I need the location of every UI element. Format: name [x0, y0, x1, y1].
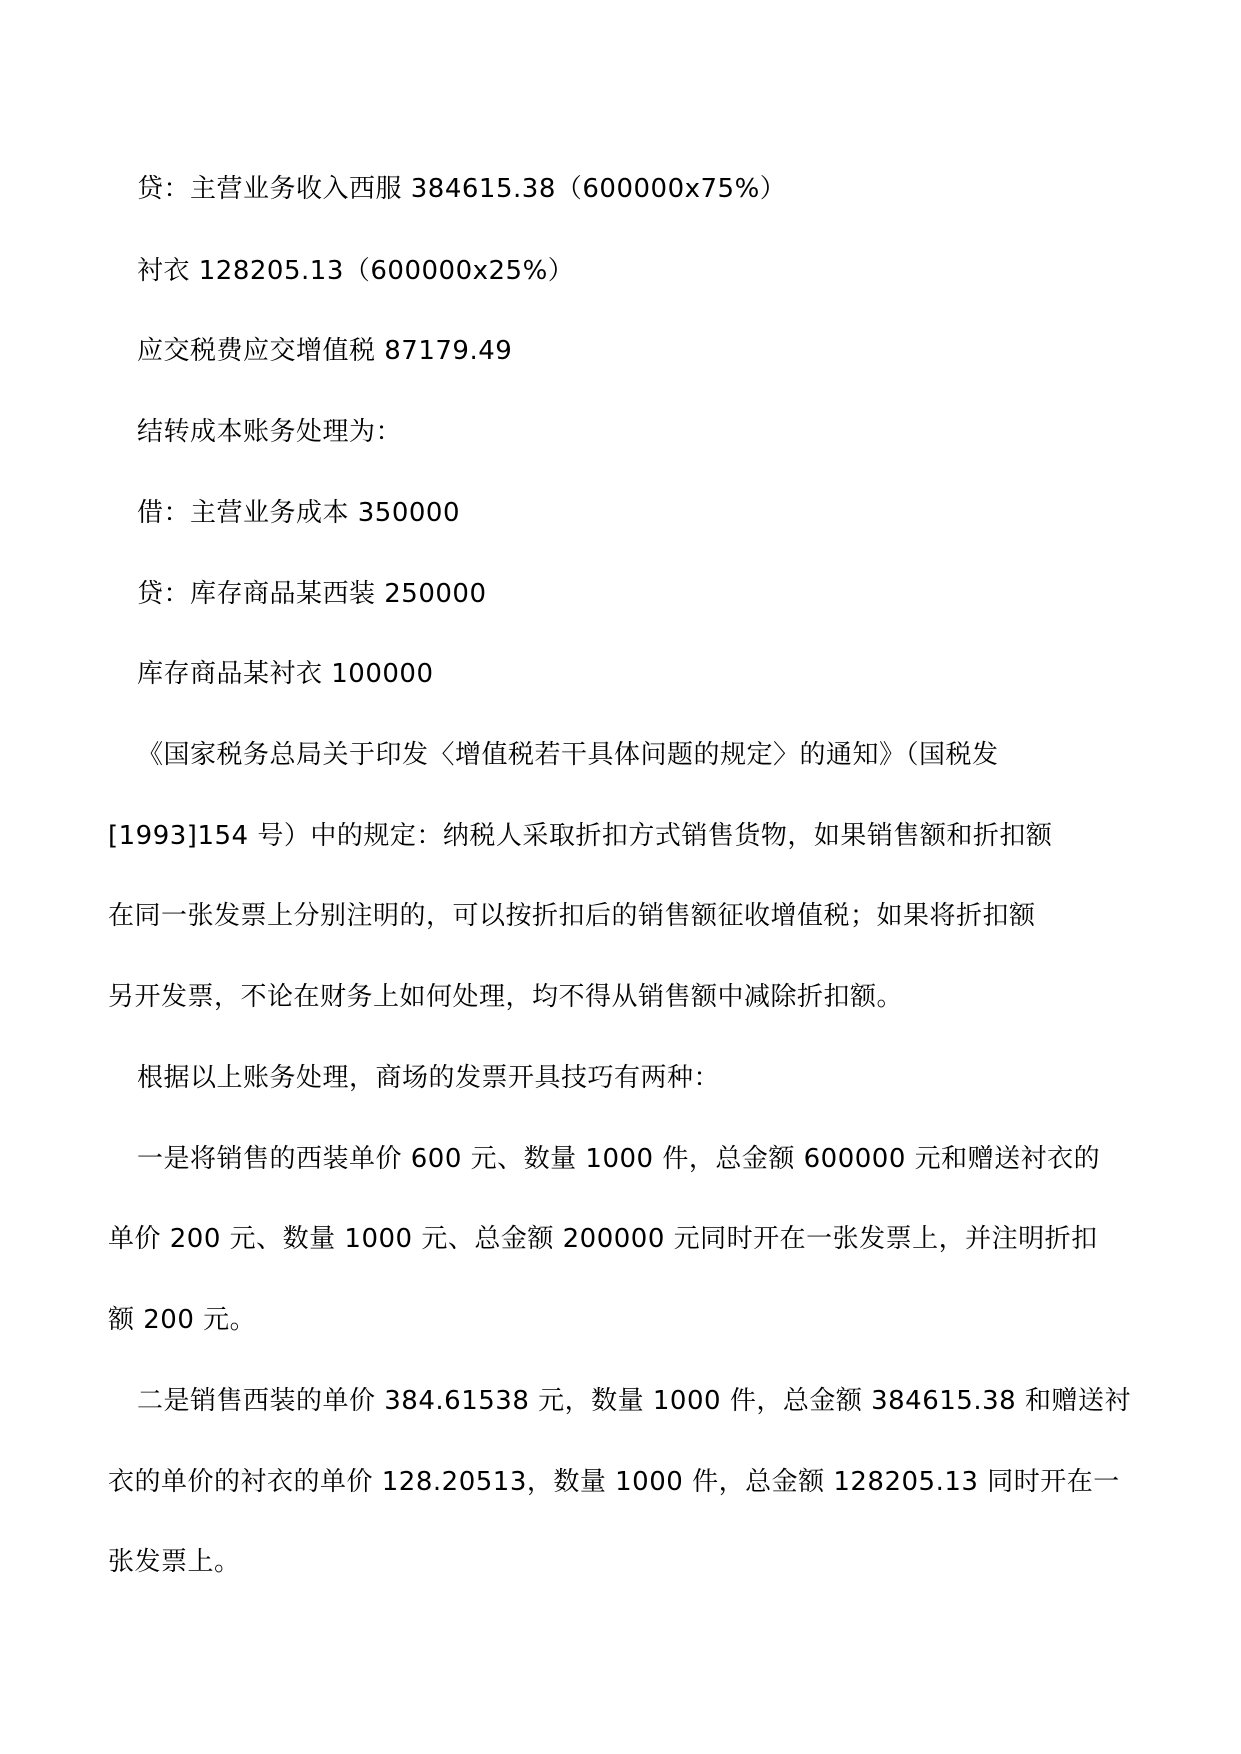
text-line: 单价 200 元、数量 1000 元、总金额 200000 元同时开在一张发票上，并注明折扣 [108, 1224, 1098, 1254]
text-line: 一是将销售的西装单价 600 元、数量 1000 件，总金额 600000 元和赠送衬衣的 [137, 1144, 1101, 1174]
text-line: 衬衣 128205.13（600000x25%） [137, 256, 575, 286]
text-line: 库存商品某衬衣 100000 [137, 659, 434, 689]
text-line: 应交税费应交增值税 87179.49 [137, 336, 513, 366]
text-line: [1993]154 号）中的规定：纳税人采取折扣方式销售货物，如果销售额和折扣额 [108, 821, 1053, 851]
text-line: 衣的单价的衬衣的单价 128.20513，数量 1000 件，总金额 128205.13 同时开在一 [108, 1467, 1120, 1497]
text-line: 结转成本账务处理为： [137, 417, 403, 447]
text-line: 贷：主营业务收入西服 384615.38（600000x75%） [137, 174, 787, 204]
text-line: 张发票上。 [108, 1547, 241, 1577]
text-line: 贷：库存商品某西装 250000 [137, 579, 487, 609]
text-line: 二是销售西装的单价 384.61538 元，数量 1000 件，总金额 384615.38 和赠送衬 [137, 1386, 1131, 1416]
text-line: 《国家税务总局关于印发〈增值税若干具体问题的规定〉的通知》（国税发 [137, 740, 999, 770]
text-line: 在同一张发票上分别注明的，可以按折扣后的销售额征收增值税；如果将折扣额 [108, 901, 1036, 931]
text-line: 额 200 元。 [108, 1305, 257, 1335]
text-line: 根据以上账务处理，商场的发票开具技巧有两种： [137, 1063, 721, 1093]
text-line: 借：主营业务成本 350000 [137, 498, 461, 528]
text-line: 另开发票，不论在财务上如何处理，均不得从销售额中减除折扣额。 [108, 982, 904, 1012]
